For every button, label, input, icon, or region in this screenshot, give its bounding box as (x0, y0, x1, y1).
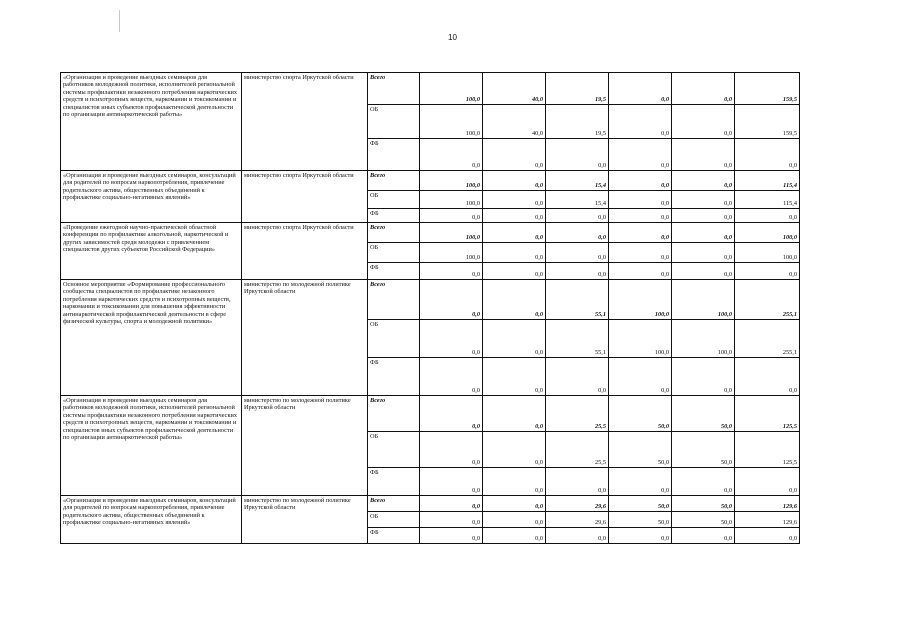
amount-cell: 0,0 (609, 528, 672, 544)
amount-cell: 50,0 (672, 496, 735, 512)
amount-cell: 0,0 (672, 73, 735, 105)
amount-cell: 0,0 (420, 528, 483, 544)
amount-cell: 0,0 (546, 263, 609, 280)
amount-cell: 100,0 (672, 320, 735, 358)
amount-cell: 100,0 (609, 320, 672, 358)
funding-source-label: ОБ (368, 432, 420, 468)
amount-cell: 0,0 (483, 209, 546, 223)
amount-cell: 50,0 (609, 396, 672, 432)
funding-source-label: ОБ (368, 512, 420, 528)
table-row (61, 280, 800, 320)
amount-cell: 0,0 (483, 191, 546, 209)
funding-source-label: ФБ (368, 139, 420, 171)
amount-cell: 0,0 (483, 223, 546, 243)
budget-table (60, 72, 800, 544)
amount-cell: 0,0 (483, 263, 546, 280)
funding-source-label: Всего (368, 223, 420, 243)
amount-cell: 0,0 (672, 528, 735, 544)
amount-cell: 0,0 (483, 243, 546, 263)
amount-cell: 100,0 (420, 105, 483, 139)
table-body (61, 73, 800, 544)
amount-cell: 15,4 (546, 191, 609, 209)
funding-source-label: ФБ (368, 468, 420, 496)
amount-cell: 100,0 (420, 171, 483, 191)
amount-cell: 125,5 (735, 396, 800, 432)
amount-cell: 0,0 (420, 263, 483, 280)
funding-source-label: ФБ (368, 209, 420, 223)
amount-cell: 0,0 (483, 396, 546, 432)
table-row (61, 223, 800, 243)
funding-source-label: Всего (368, 280, 420, 320)
amount-cell: 0,0 (483, 171, 546, 191)
amount-cell: 129,6 (735, 512, 800, 528)
amount-cell: 0,0 (672, 243, 735, 263)
amount-cell: 0,0 (672, 468, 735, 496)
responsible-cell: министерство спорта Иркутской области (242, 73, 368, 171)
table-row (61, 496, 800, 512)
amount-cell: 0,0 (420, 396, 483, 432)
amount-cell: 0,0 (420, 468, 483, 496)
amount-cell: 0,0 (672, 191, 735, 209)
amount-cell: 100,0 (420, 243, 483, 263)
amount-cell: 0,0 (483, 528, 546, 544)
amount-cell: 0,0 (735, 468, 800, 496)
funding-source-label: ОБ (368, 105, 420, 139)
amount-cell: 0,0 (420, 139, 483, 171)
amount-cell: 50,0 (609, 512, 672, 528)
amount-cell: 100,0 (420, 223, 483, 243)
amount-cell: 19,5 (546, 105, 609, 139)
amount-cell: 0,0 (672, 263, 735, 280)
activity-name-cell: Основное мероприятие «Формирование профессионального сообщества специалистов по профилактике незаконного потребления наркотических средств и психотропных веществ, наркомании и токсикомании для повышения эффективности антинаркотической профилактической деятельности в сфере физической культуры, спорта и молодежной политики» (61, 280, 242, 396)
funding-source-label: Всего (368, 73, 420, 105)
amount-cell: 0,0 (420, 496, 483, 512)
amount-cell: 40,0 (483, 73, 546, 105)
amount-cell: 19,5 (546, 73, 609, 105)
amount-cell: 0,0 (483, 358, 546, 396)
amount-cell: 55,1 (546, 280, 609, 320)
responsible-cell: министерство по молодежной политике Иркутской области (242, 496, 368, 544)
activity-name-cell: «Организация и проведение выездных семинаров, консультаций для родителей по вопросам наркопотребления, привлечение родительского актива, общественных объединений к профилактике социально-негативных явлений» (61, 496, 242, 544)
amount-cell: 0,0 (609, 263, 672, 280)
amount-cell: 0,0 (483, 139, 546, 171)
scan-margin-line (119, 10, 120, 32)
amount-cell: 50,0 (672, 512, 735, 528)
amount-cell: 0,0 (672, 105, 735, 139)
amount-cell: 40,0 (483, 105, 546, 139)
amount-cell: 100,0 (735, 243, 800, 263)
amount-cell: 0,0 (546, 243, 609, 263)
amount-cell: 50,0 (672, 432, 735, 468)
responsible-cell: министерство спорта Иркутской области (242, 223, 368, 280)
amount-cell: 100,0 (609, 280, 672, 320)
amount-cell: 0,0 (609, 223, 672, 243)
amount-cell: 29,6 (546, 496, 609, 512)
amount-cell: 0,0 (420, 358, 483, 396)
activity-name-cell: «Организация и проведение выездных семинаров для работников молодежной политики, исполнителей региональной системы профилактики незаконного потребления наркотических средств и психотропных веществ, наркомании и токсикомании и специалистов иных субъектов профилактической деятельности по организации антинаркотической работы» (61, 73, 242, 171)
amount-cell: 0,0 (609, 139, 672, 171)
amount-cell: 0,0 (546, 223, 609, 243)
activity-name-cell: «Организация и проведение выездных семинаров, консультаций для родителей по вопросам наркопотребления, привлечение родительского актива, общественных объединений к профилактике социально-негативных явлений» (61, 171, 242, 223)
amount-cell: 0,0 (546, 139, 609, 171)
activity-name-cell: «Организация и проведение выездных семинаров для работников молодежной политики, исполнителей региональной системы профилактики незаконного потребления наркотических средств и психотропных веществ, наркомании и токсикомании и специалистов иных субъектов профилактической деятельности по организации антинаркотической работы» (61, 396, 242, 496)
responsible-cell: министерство по молодежной политике Иркутской области (242, 396, 368, 496)
amount-cell: 129,6 (735, 496, 800, 512)
amount-cell: 0,0 (483, 496, 546, 512)
amount-cell: 0,0 (483, 280, 546, 320)
funding-source-label: ФБ (368, 358, 420, 396)
amount-cell: 0,0 (609, 468, 672, 496)
amount-cell: 0,0 (420, 320, 483, 358)
amount-cell: 0,0 (483, 432, 546, 468)
amount-cell: 125,5 (735, 432, 800, 468)
amount-cell: 0,0 (609, 243, 672, 263)
amount-cell: 0,0 (483, 512, 546, 528)
amount-cell: 50,0 (672, 396, 735, 432)
amount-cell: 0,0 (546, 209, 609, 223)
amount-cell: 0,0 (672, 223, 735, 243)
amount-cell: 0,0 (609, 105, 672, 139)
table-row (61, 171, 800, 191)
responsible-cell: министерство спорта Иркутской области (242, 171, 368, 223)
amount-cell: 115,4 (735, 191, 800, 209)
funding-source-label: ОБ (368, 191, 420, 209)
amount-cell: 0,0 (672, 139, 735, 171)
amount-cell: 0,0 (672, 358, 735, 396)
funding-source-label: ОБ (368, 243, 420, 263)
amount-cell: 25,5 (546, 432, 609, 468)
amount-cell: 0,0 (672, 171, 735, 191)
amount-cell: 0,0 (609, 73, 672, 105)
amount-cell: 100,0 (672, 280, 735, 320)
amount-cell: 25,5 (546, 396, 609, 432)
amount-cell: 0,0 (546, 528, 609, 544)
amount-cell: 115,4 (735, 171, 800, 191)
amount-cell: 255,1 (735, 280, 800, 320)
amount-cell: 0,0 (609, 358, 672, 396)
table-row (61, 73, 800, 105)
funding-source-label: Всего (368, 496, 420, 512)
amount-cell: 0,0 (735, 139, 800, 171)
funding-source-label: ФБ (368, 528, 420, 544)
amount-cell: 0,0 (735, 528, 800, 544)
responsible-cell: министерство по молодежной политике Иркутской области (242, 280, 368, 396)
amount-cell: 0,0 (420, 209, 483, 223)
table-row (61, 396, 800, 432)
amount-cell: 0,0 (483, 468, 546, 496)
amount-cell: 0,0 (735, 209, 800, 223)
amount-cell: 255,1 (735, 320, 800, 358)
page-number: 10 (448, 33, 457, 42)
amount-cell: 0,0 (546, 358, 609, 396)
amount-cell: 55,1 (546, 320, 609, 358)
amount-cell: 0,0 (609, 209, 672, 223)
amount-cell: 0,0 (609, 191, 672, 209)
amount-cell: 0,0 (420, 512, 483, 528)
amount-cell: 50,0 (609, 432, 672, 468)
amount-cell: 0,0 (735, 263, 800, 280)
amount-cell: 0,0 (483, 320, 546, 358)
amount-cell: 100,0 (420, 73, 483, 105)
amount-cell: 159,5 (735, 105, 800, 139)
funding-source-label: Всего (368, 396, 420, 432)
amount-cell: 159,5 (735, 73, 800, 105)
activity-name-cell: «Проведение ежегодной научно-практической областной конференции по профилактике алкогольной, наркотической и других зависимостей среди молодежи с привлечением специалистов других субъектов Российской Федерации» (61, 223, 242, 280)
amount-cell: 50,0 (609, 496, 672, 512)
amount-cell: 100,0 (420, 191, 483, 209)
amount-cell: 0,0 (609, 171, 672, 191)
amount-cell: 0,0 (735, 358, 800, 396)
amount-cell: 15,4 (546, 171, 609, 191)
funding-source-label: ФБ (368, 263, 420, 280)
funding-source-label: ОБ (368, 320, 420, 358)
amount-cell: 0,0 (672, 209, 735, 223)
amount-cell: 0,0 (420, 432, 483, 468)
amount-cell: 100,0 (735, 223, 800, 243)
amount-cell: 0,0 (420, 280, 483, 320)
amount-cell: 0,0 (546, 468, 609, 496)
funding-source-label: Всего (368, 171, 420, 191)
amount-cell: 29,6 (546, 512, 609, 528)
